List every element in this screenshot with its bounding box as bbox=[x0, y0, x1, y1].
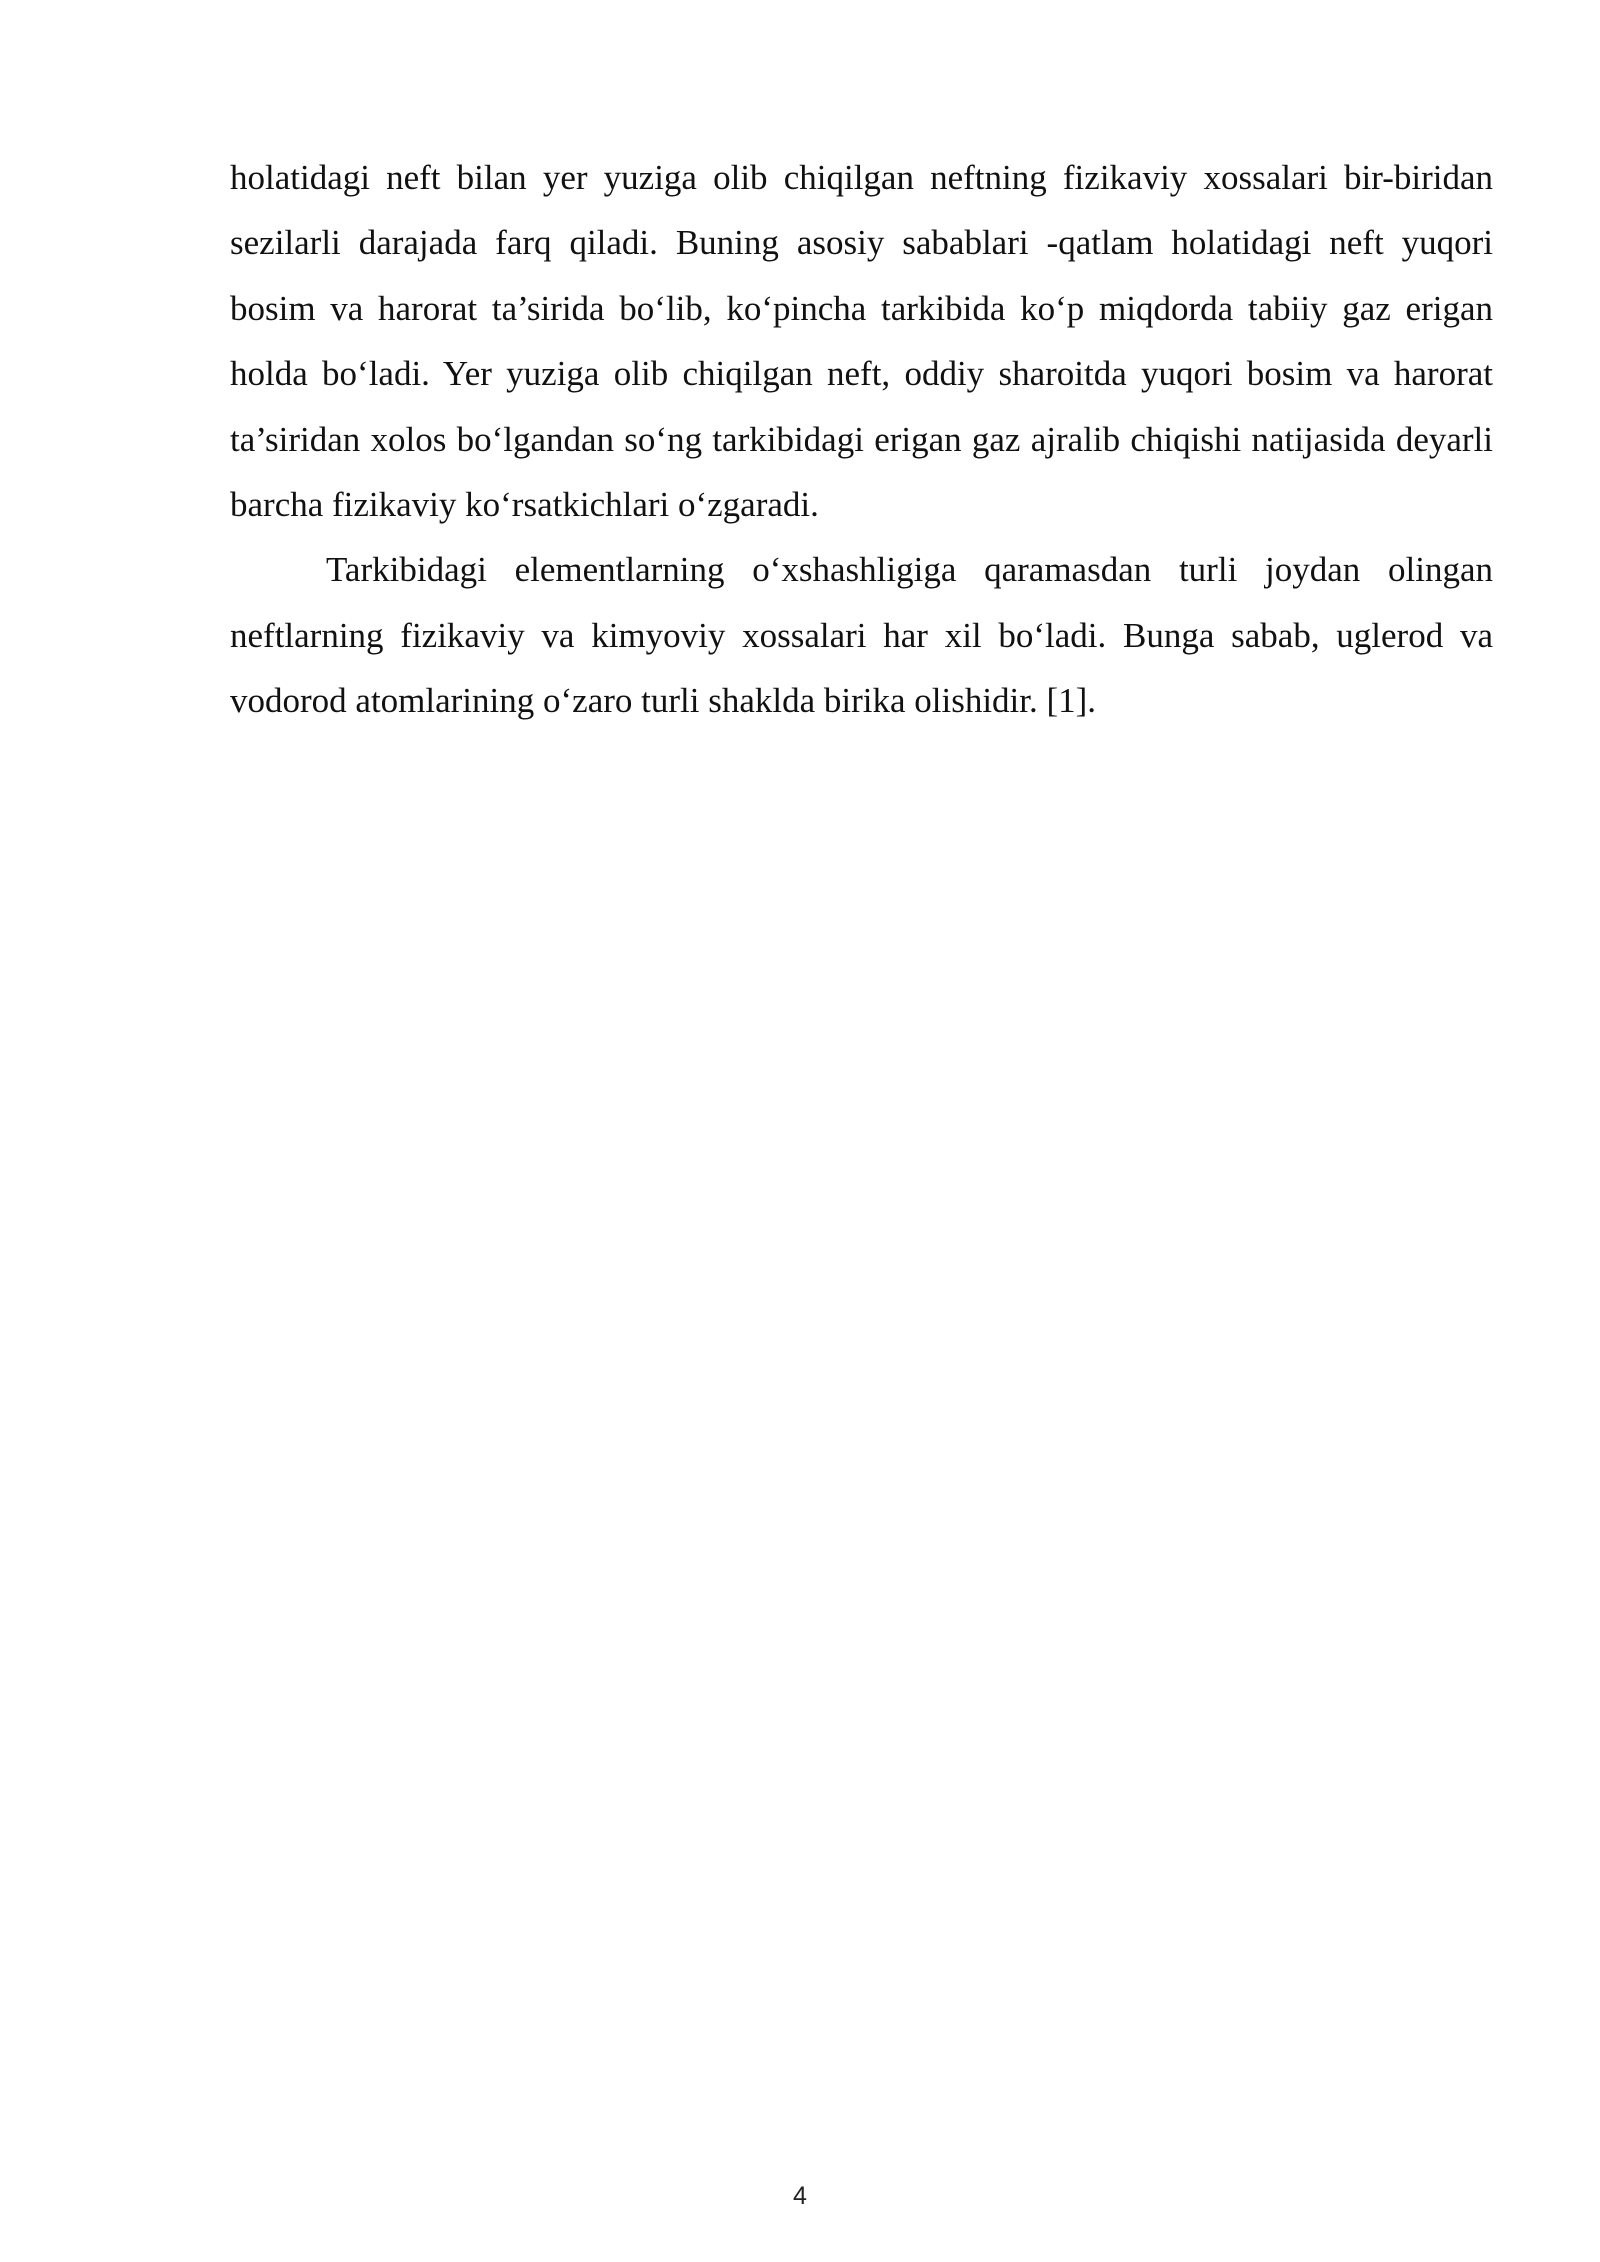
paragraph-element-similarity: Tarkibidagi elementlarning o‘xshashligiga qaramasdan turli joydan olingan neftlarning fizikaviy va kimyoviy xossalari har xil bo‘ladi. Bunga sabab, uglerod va vodorod atomlarining o‘zaro turli shaklda birika olishidir. [1]. bbox=[230, 550, 1493, 721]
page-number: 4 bbox=[793, 2182, 807, 2210]
paragraph-oil-properties: holatidagi neft bilan yer yuziga olib chiqilgan neftning fizikaviy xossalari bir-biridan sezilarli darajada farq qiladi. Buning asosiy sabablari -qatlam holatidagi neft yuqori bosim va harorat ta’sirida bo‘lib, ko‘pincha tarkibida ko‘p miqdorda tabiiy gaz erigan holda bo‘ladi. Yer yuziga olib chiqilgan neft, oddiy sharoitda yuqori bosim va harorat ta’siridan xolos bo‘lgandan so‘ng tarkibidagi erigan gaz ajralib chiqishi natijasida deyarli barcha fizikaviy ko‘rsatkichlari o‘zgaradi. bbox=[230, 158, 1493, 525]
body-text bbox=[230, 145, 1493, 734]
